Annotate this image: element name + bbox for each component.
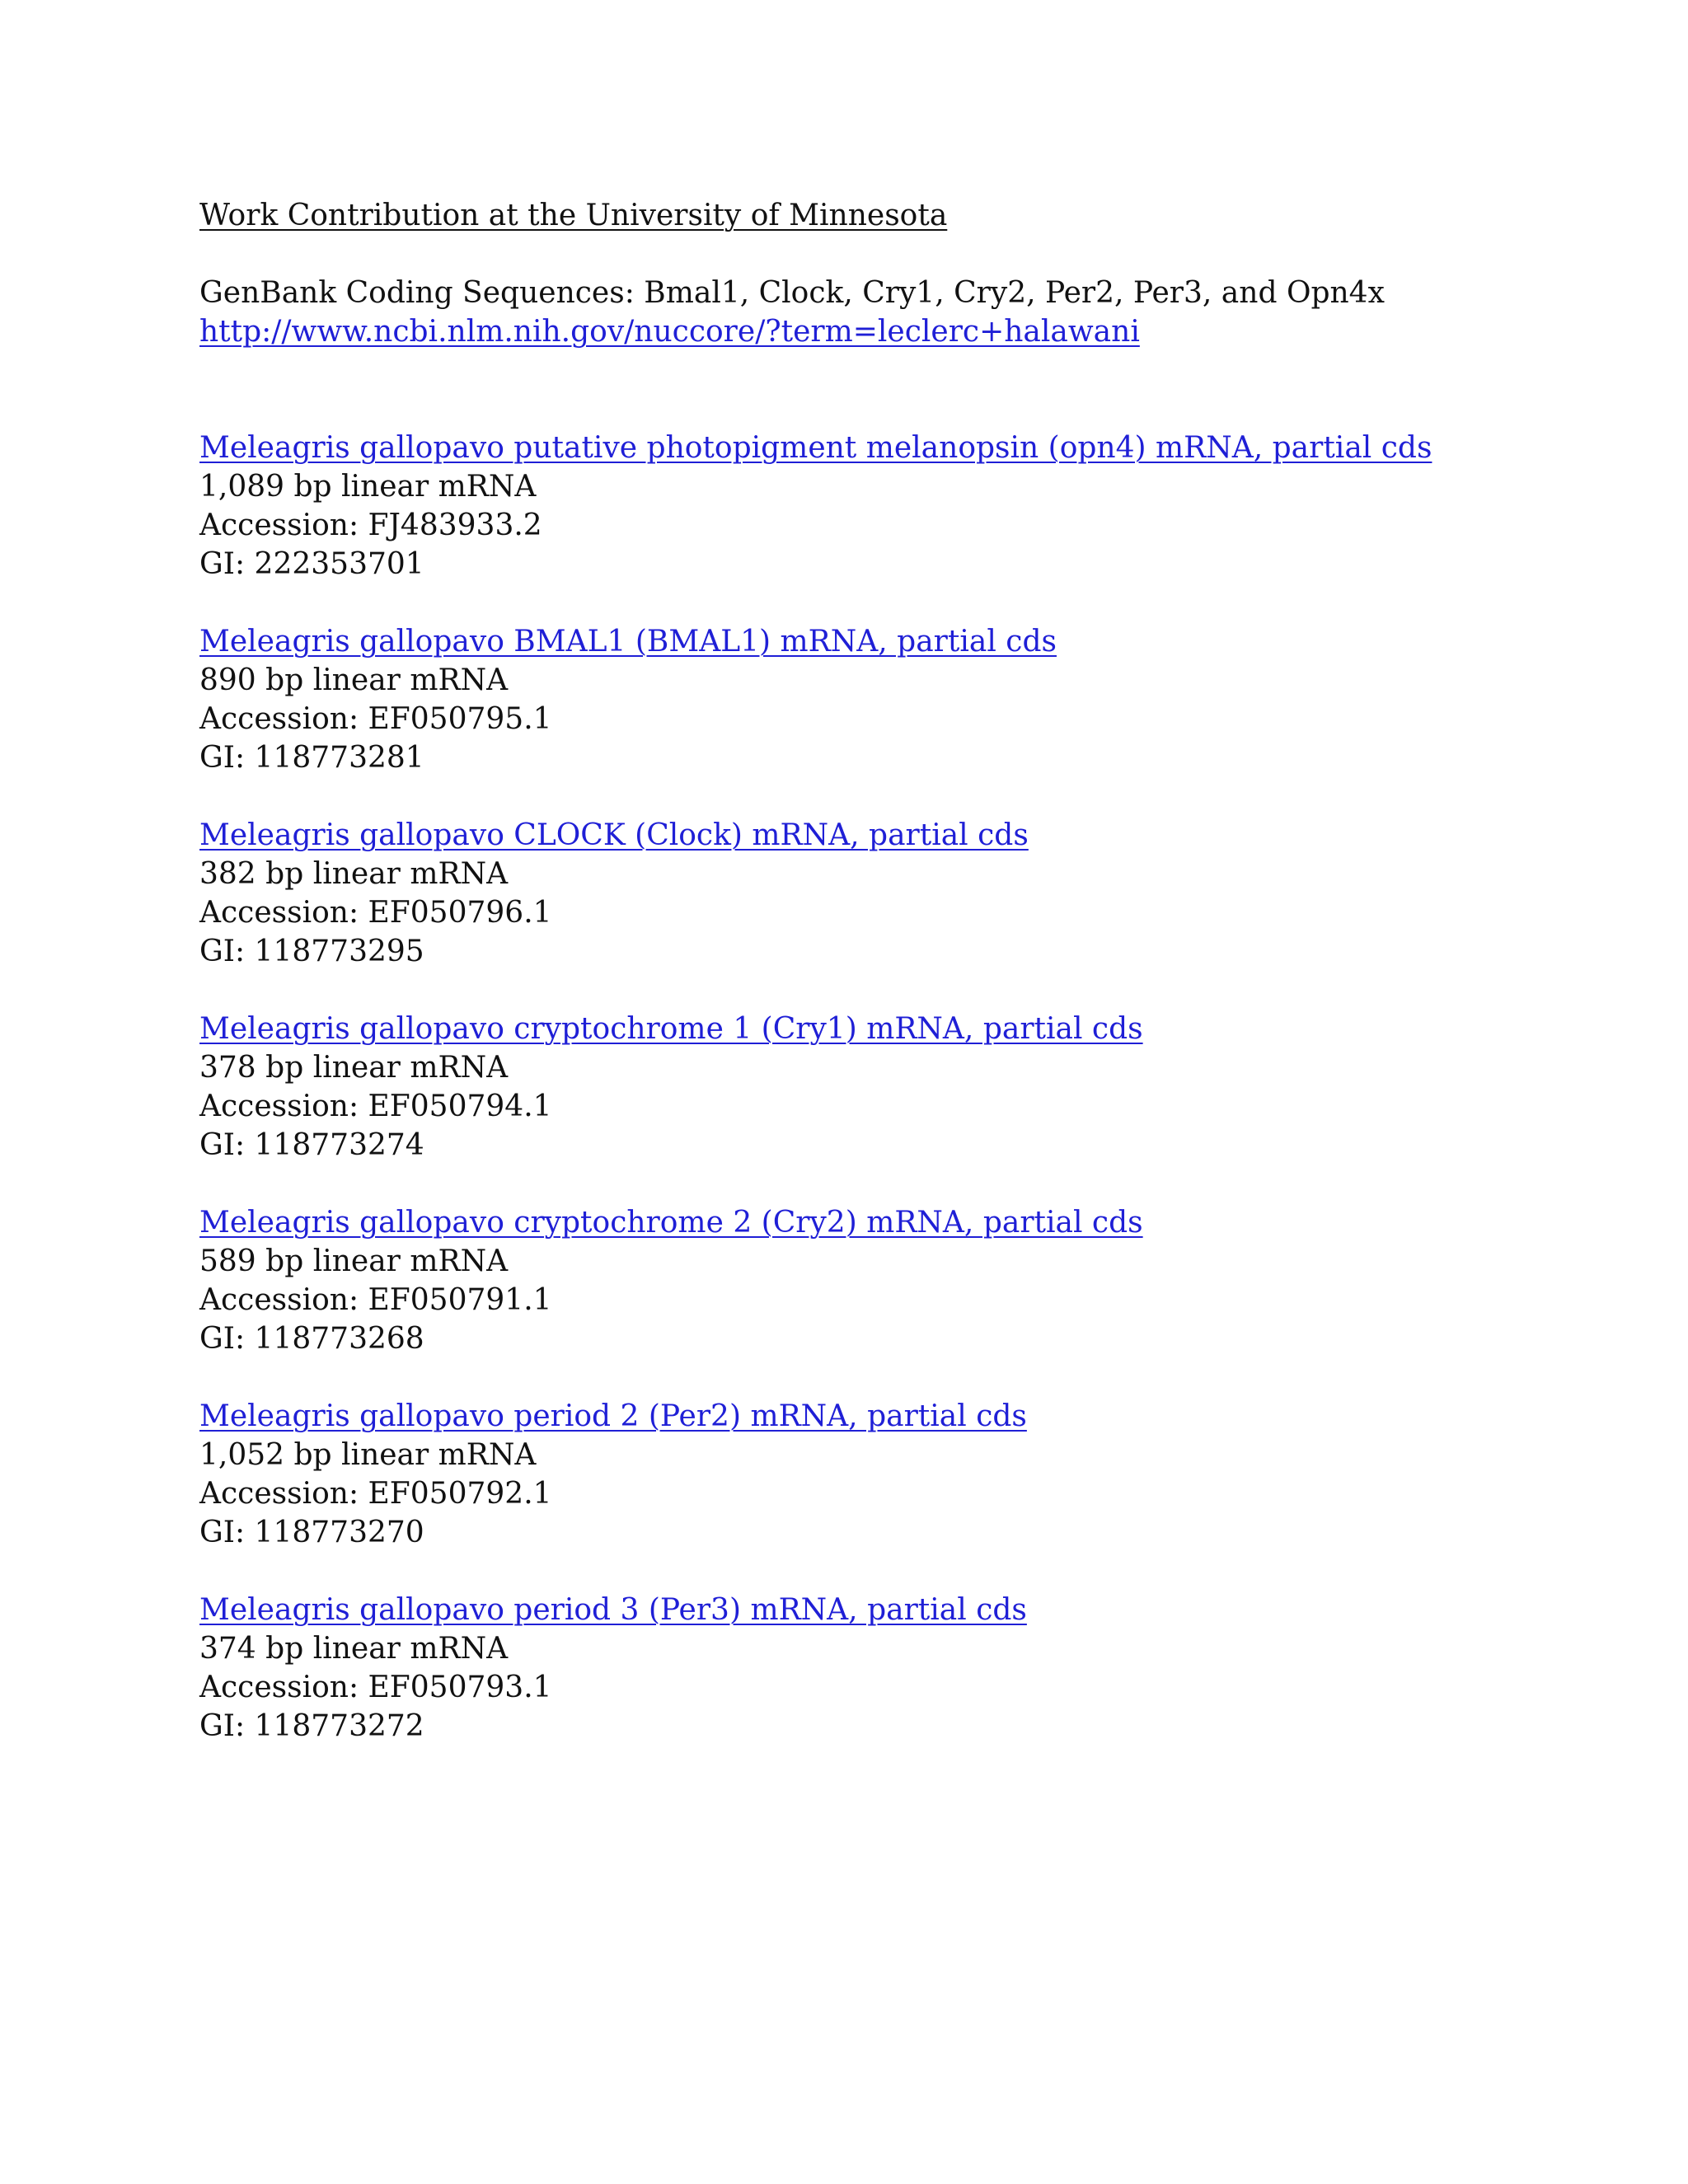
sequence-length: 589 bp linear mRNA	[199, 1244, 509, 1278]
sequence-record	[199, 816, 1601, 971]
sequence-link-cry2[interactable]: Meleagris gallopavo cryptochrome 2 (Cry2) mRNA, partial cds	[199, 1206, 1143, 1240]
sequence-record	[199, 1397, 1601, 1552]
sequence-length: 378 bp linear mRNA	[199, 1051, 509, 1085]
sequence-record	[199, 622, 1601, 777]
genbank-heading: GenBank Coding Sequences: Bmal1, Clock, Cry1, Cry2, Per2, Per3, and Opn4x	[199, 276, 1385, 310]
genbank-search-link[interactable]: http://www.ncbi.nlm.nih.gov/nuccore/?term=leclerc+halawani	[199, 315, 1140, 349]
sequence-record	[199, 1010, 1601, 1165]
sequence-gi: GI: 118773268	[199, 1322, 424, 1356]
sequence-record	[199, 1203, 1601, 1358]
sequence-link-opn4[interactable]: Meleagris gallopavo putative photopigment melanopsin (opn4) mRNA, partial cds	[199, 431, 1432, 465]
sequence-gi: GI: 118773281	[199, 741, 424, 775]
sequence-gi: GI: 118773272	[199, 1709, 424, 1743]
spacer	[199, 351, 1601, 429]
sequence-accession: Accession: EF050792.1	[199, 1477, 552, 1511]
sequence-gi: GI: 222353701	[199, 547, 424, 581]
sequence-link-per2[interactable]: Meleagris gallopavo period 2 (Per2) mRNA, partial cds	[199, 1399, 1027, 1433]
sequence-link-clock[interactable]: Meleagris gallopavo CLOCK (Clock) mRNA, partial cds	[199, 818, 1029, 852]
document-page	[199, 196, 1601, 1784]
sequence-record	[199, 429, 1601, 583]
sequence-accession: Accession: EF050794.1	[199, 1090, 552, 1123]
document-title: Work Contribution at the University of Minnesota	[199, 199, 948, 232]
sequence-link-bmal1[interactable]: Meleagris gallopavo BMAL1 (BMAL1) mRNA, partial cds	[199, 625, 1057, 658]
sequence-length: 382 bp linear mRNA	[199, 857, 509, 891]
sequence-accession: Accession: EF050795.1	[199, 702, 552, 736]
sequence-link-cry1[interactable]: Meleagris gallopavo cryptochrome 1 (Cry1) mRNA, partial cds	[199, 1012, 1143, 1046]
sequence-length: 890 bp linear mRNA	[199, 663, 509, 697]
sequence-record	[199, 1591, 1601, 1746]
sequence-accession: Accession: EF050793.1	[199, 1671, 552, 1704]
sequence-accession: Accession: EF050791.1	[199, 1283, 552, 1317]
sequence-length: 374 bp linear mRNA	[199, 1632, 509, 1666]
sequence-link-per3[interactable]: Meleagris gallopavo period 3 (Per3) mRNA, partial cds	[199, 1593, 1027, 1627]
spacer	[199, 235, 1601, 274]
sequence-length: 1,052 bp linear mRNA	[199, 1438, 537, 1472]
sequence-length: 1,089 bp linear mRNA	[199, 470, 537, 504]
sequence-gi: GI: 118773270	[199, 1516, 424, 1549]
sequence-gi: GI: 118773274	[199, 1128, 424, 1162]
sequence-gi: GI: 118773295	[199, 935, 424, 968]
sequence-accession: Accession: EF050796.1	[199, 896, 552, 930]
sequence-accession: Accession: FJ483933.2	[199, 509, 542, 542]
